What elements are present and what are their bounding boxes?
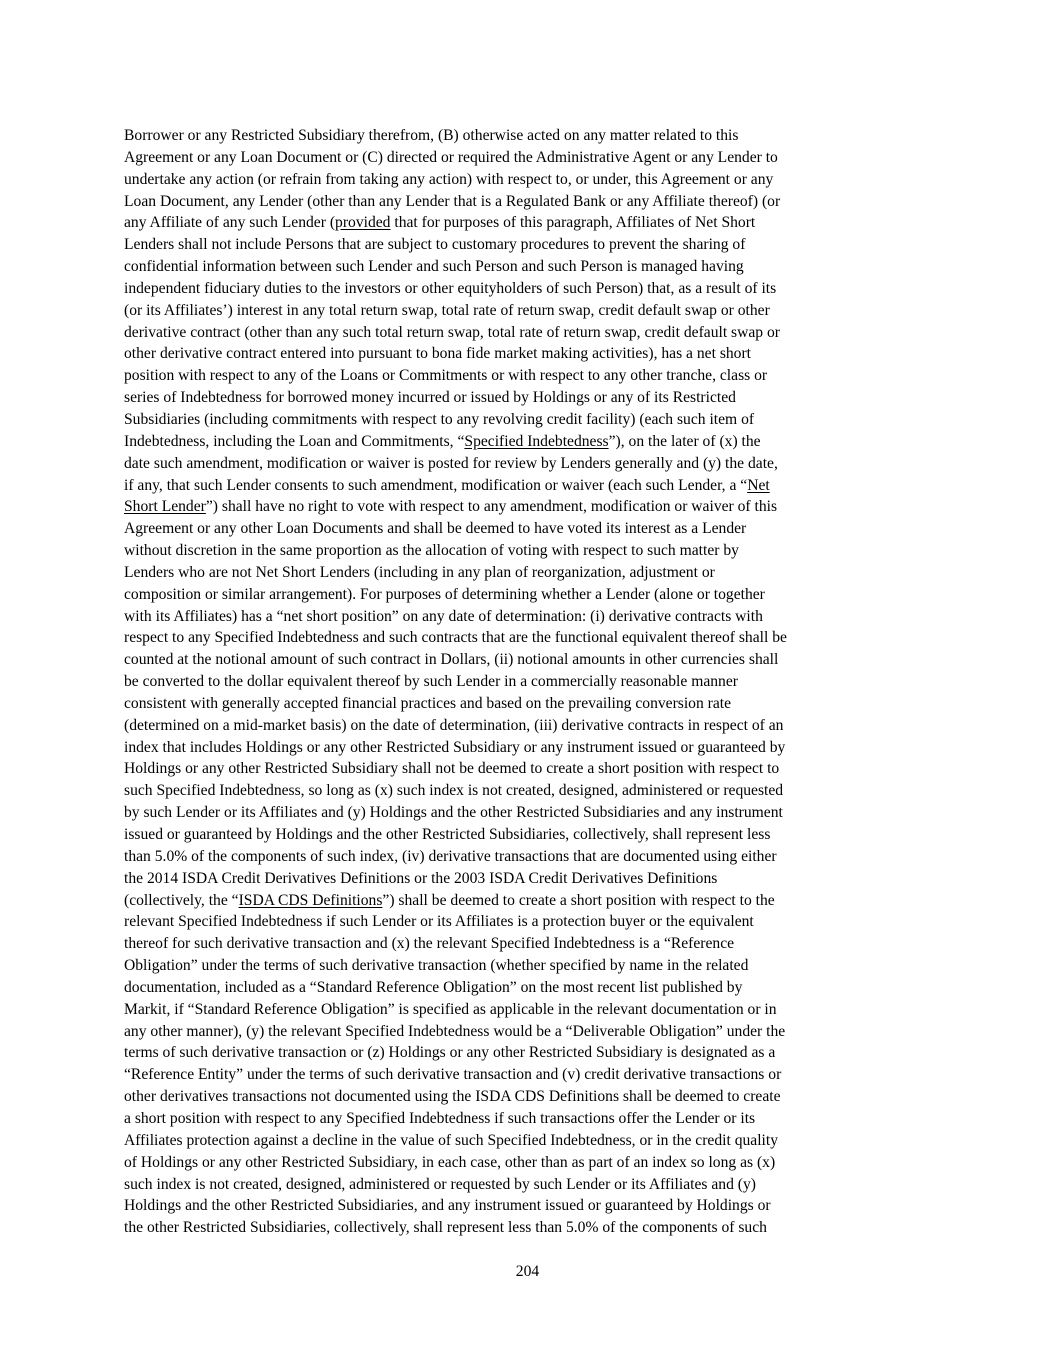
text-line bbox=[124, 737, 934, 759]
text-line bbox=[124, 278, 934, 300]
text-run: (determined on a mid-market basis) on the date of determination, (iii) derivative contracts in respect of an bbox=[124, 716, 784, 734]
text-run: (or its Affiliates’) interest in any total return swap, total rate of return swap, credit default swap or other bbox=[124, 301, 770, 319]
text-run: undertake any action (or refrain from taking any action) with respect to, or under, this Agreement or any bbox=[124, 170, 774, 188]
text-line bbox=[124, 911, 934, 933]
text-run: Lenders shall not include Persons that are subject to customary procedures to prevent the sharing of bbox=[124, 236, 746, 254]
text-run: position with respect to any of the Loans or Commitments or with respect to any other tranche, class or bbox=[124, 367, 768, 385]
text-line bbox=[124, 1217, 934, 1239]
text-line bbox=[124, 169, 934, 191]
text-line bbox=[124, 409, 934, 431]
text-line bbox=[124, 387, 934, 409]
text-run: Lenders who are not Net Short Lenders (including in any plan of reorganization, adjustment or bbox=[124, 563, 715, 581]
defined-term: provided bbox=[335, 214, 391, 232]
text-line bbox=[124, 1152, 934, 1174]
text-line bbox=[124, 496, 934, 518]
text-run: with its Affiliates) has a “net short position” on any date of determination: (i) derivative contracts with bbox=[124, 607, 763, 625]
text-run: any other manner), (y) the relevant Specified Indebtedness would be a “Deliverable Obligation” under the bbox=[124, 1022, 786, 1040]
text-line bbox=[124, 518, 934, 540]
text-run: ”) shall be deemed to create a short position with respect to the bbox=[382, 891, 775, 909]
text-line bbox=[124, 212, 934, 234]
text-line bbox=[124, 147, 934, 169]
text-line bbox=[124, 540, 934, 562]
text-line bbox=[124, 890, 934, 912]
text-run: than 5.0% of the components of such index, (iv) derivative transactions that are documented using either bbox=[124, 847, 777, 865]
text-run: be converted to the dollar equivalent thereof by such Lender in a commercially reasonable manner bbox=[124, 673, 738, 691]
text-line bbox=[124, 977, 934, 999]
text-run: index that includes Holdings or any other Restricted Subsidiary or any instrument issued or guaranteed by bbox=[124, 738, 786, 756]
text-line bbox=[124, 475, 934, 497]
text-run: counted at the notional amount of such contract in Dollars, (ii) notional amounts in other currencies shall bbox=[124, 651, 779, 669]
text-line bbox=[124, 846, 934, 868]
text-line bbox=[124, 453, 934, 475]
text-run: Borrower or any Restricted Subsidiary therefrom, (B) otherwise acted on any matter related to this bbox=[124, 127, 739, 144]
text-line bbox=[124, 343, 934, 365]
text-run: Indebtedness, including the Loan and Commitments, “ bbox=[124, 432, 465, 450]
text-run: date such amendment, modification or waiver is posted for review by Lenders generally and (y) the date, bbox=[124, 454, 778, 472]
text-line bbox=[124, 758, 934, 780]
text-run: independent fiduciary duties to the investors or other equityholders of such Person) that, as a result of its bbox=[124, 279, 777, 297]
text-line bbox=[124, 606, 934, 628]
text-line bbox=[124, 780, 934, 802]
text-run: Obligation” under the terms of such derivative transaction (whether specified by name in the related bbox=[124, 957, 749, 975]
text-run: series of Indebtedness for borrowed money incurred or issued by Holdings or any of its Restricted bbox=[124, 389, 736, 407]
text-run: issued or guaranteed by Holdings and the other Restricted Subsidiaries, collectively, shall represent less bbox=[124, 826, 771, 843]
text-run: terms of such derivative transaction or (z) Holdings or any other Restricted Subsidiary is designated as a bbox=[124, 1044, 776, 1062]
text-line bbox=[124, 584, 934, 606]
text-run: Loan Document, any Lender (other than any Lender that is a Regulated Bank or any Affiliate thereof) (or bbox=[124, 192, 781, 210]
page-number: 204 bbox=[515, 1263, 540, 1280]
text-run: respect to any Specified Indebtedness and such contracts that are the functional equivalent thereof shall be bbox=[124, 629, 787, 647]
text-run: documentation, included as a “Standard Reference Obligation” on the most recent list published by bbox=[124, 978, 743, 996]
text-run: Affiliates protection against a decline in the value of such Specified Indebtedness, or in the credit quality bbox=[124, 1131, 779, 1149]
text-run: other derivatives transactions not documented using the ISDA CDS Definitions shall be deemed to create bbox=[124, 1088, 781, 1106]
text-line bbox=[124, 715, 934, 737]
text-run: Agreement or any Loan Document or (C) directed or required the Administrative Agent or any Lender to bbox=[124, 148, 778, 166]
text-line bbox=[124, 322, 934, 344]
text-run: such index is not created, designed, administered or requested by such Lender or its Affiliates and (y) bbox=[124, 1175, 756, 1193]
text-line bbox=[124, 365, 934, 387]
text-line bbox=[124, 1130, 934, 1152]
defined-term: Short Lender bbox=[124, 498, 206, 516]
text-run: the 2014 ISDA Credit Derivatives Definitions or the 2003 ISDA Credit Derivatives Definitions bbox=[124, 869, 718, 887]
text-line bbox=[124, 824, 934, 846]
text-run: ”) shall have no right to vote with respect to any amendment, modification or waiver of this bbox=[205, 498, 778, 516]
text-line bbox=[124, 999, 934, 1021]
text-run: any Affiliate of any such Lender ( bbox=[124, 214, 336, 232]
text-run: without discretion in the same proportion as the allocation of voting with respect to such matter by bbox=[124, 542, 739, 560]
text-line bbox=[124, 933, 934, 955]
text-run: Markit, if “Standard Reference Obligation” is specified as applicable in the relevant documentation or in bbox=[124, 1000, 777, 1018]
text-line bbox=[124, 125, 934, 147]
text-run: that for purposes of this paragraph, Affiliates of Net Short bbox=[390, 214, 756, 232]
body-paragraph bbox=[124, 125, 934, 1239]
text-line bbox=[124, 562, 934, 584]
text-line bbox=[124, 1108, 934, 1130]
text-line bbox=[124, 868, 934, 890]
text-line bbox=[124, 256, 934, 278]
text-run: relevant Specified Indebtedness if such Lender or its Affiliates is a protection buyer or the equivalent bbox=[124, 913, 754, 931]
text-line bbox=[124, 649, 934, 671]
defined-term: Specified Indebtedness bbox=[464, 432, 609, 450]
text-line bbox=[124, 671, 934, 693]
text-run: the other Restricted Subsidiaries, collectively, shall represent less than 5.0% of the components of such bbox=[124, 1219, 767, 1237]
text-run: consistent with generally accepted financial practices and based on the prevailing conversion rate bbox=[124, 694, 732, 712]
text-line bbox=[124, 1042, 934, 1064]
text-line bbox=[124, 300, 934, 322]
text-line bbox=[124, 955, 934, 977]
defined-term: Net bbox=[747, 476, 770, 494]
text-run: Holdings or any other Restricted Subsidiary shall not be deemed to create a short position with respect to bbox=[124, 760, 780, 778]
text-line bbox=[124, 234, 934, 256]
text-run: by such Lender or its Affiliates and (y) Holdings and the other Restricted Subsidiaries and any instrument bbox=[124, 804, 783, 822]
text-line bbox=[124, 1021, 934, 1043]
text-run: thereof for such derivative transaction and (x) the relevant Specified Indebtedness is a “Reference bbox=[124, 935, 735, 953]
text-line bbox=[124, 1174, 934, 1196]
text-run: if any, that such Lender consents to such amendment, modification or waiver (each such Lender, a “ bbox=[124, 476, 748, 494]
text-run: other derivative contract entered into pursuant to bona fide market making activities), has a net short bbox=[124, 345, 752, 363]
text-run: Agreement or any other Loan Documents and shall be deemed to have voted its interest as a Lender bbox=[124, 520, 747, 538]
text-line bbox=[124, 1086, 934, 1108]
text-run: derivative contract (other than any such total return swap, total rate of return swap, credit default swap or bbox=[124, 323, 780, 341]
text-run: (collectively, the “ bbox=[124, 891, 239, 909]
text-run: a short position with respect to any Specified Indebtedness if such transactions offer the Lender or its bbox=[124, 1109, 756, 1127]
text-run: confidential information between such Lender and such Person and such Person is managed having bbox=[124, 258, 744, 276]
text-line bbox=[124, 1064, 934, 1086]
text-line bbox=[124, 802, 934, 824]
text-line bbox=[124, 693, 934, 715]
defined-term: ISDA CDS Definitions bbox=[238, 891, 383, 909]
text-run: Holdings and the other Restricted Subsidiaries, and any instrument issued or guaranteed by Holdings or bbox=[124, 1197, 771, 1215]
text-run: “Reference Entity” under the terms of such derivative transaction and (v) credit derivative transactions or bbox=[124, 1066, 782, 1084]
text-run: of Holdings or any other Restricted Subsidiary, in each case, other than as part of an index so long as (x) bbox=[124, 1153, 776, 1171]
text-run: Subsidiaries (including commitments with respect to any revolving credit facility) (each such item of bbox=[124, 410, 755, 428]
text-run: such Specified Indebtedness, so long as (x) such index is not created, designed, administered or requested bbox=[124, 782, 784, 800]
text-line bbox=[124, 191, 934, 213]
text-run: ”), on the later of (x) the bbox=[608, 432, 761, 450]
text-line bbox=[124, 431, 934, 453]
text-line bbox=[124, 1195, 934, 1217]
text-line bbox=[124, 627, 934, 649]
text-run: composition or similar arrangement). For purposes of determining whether a Lender (alone or together bbox=[124, 585, 765, 603]
